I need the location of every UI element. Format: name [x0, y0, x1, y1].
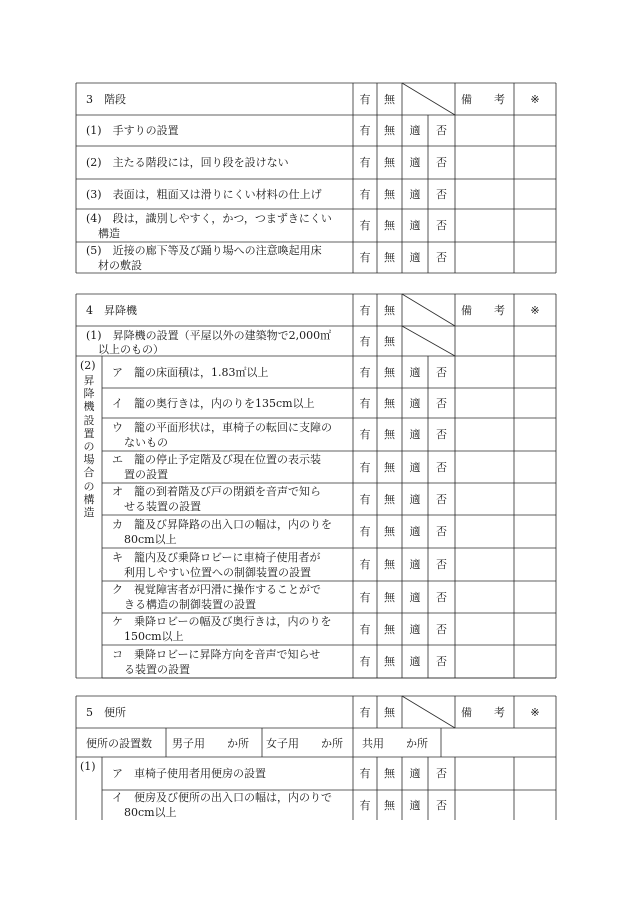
mark-teki: 適 [409, 219, 421, 232]
mark-nashi: 無 [384, 525, 395, 538]
mark-nashi: 無 [384, 219, 395, 232]
mark-ari: 有 [359, 622, 371, 636]
section-4-sub-item: ク 視覚障害者が円滑に操作することがで [112, 583, 321, 596]
mark-hi: 否 [436, 590, 447, 604]
mark-hi: 否 [436, 460, 447, 474]
mark-nashi: 無 [384, 460, 395, 474]
mark-nashi: 無 [384, 365, 395, 379]
section-3-title: 3 階段 [86, 93, 126, 106]
mark-ari: 有 [359, 655, 371, 668]
mark-ari: 有 [359, 396, 371, 410]
section-4-sub-item: ア 籠の床面積は，1.83㎡以上 [112, 365, 269, 379]
section-4-sub-item: キ 籠内及び乗降ロビーに車椅子使用者が [112, 550, 321, 564]
section-4-item-1: (1) 昇降機の設置（平屋以外の建築物で2,000㎡ [86, 329, 332, 342]
section-4-sub-item: せる装置の設置 [124, 500, 201, 513]
mark-teki: 適 [409, 525, 421, 538]
section-3-item: (5) 近接の廊下等及び踊り場への注意喚起用床 [86, 243, 322, 257]
mark-teki: 適 [409, 590, 421, 604]
mark-hi: 否 [436, 798, 447, 812]
section-4-group-number: (2) [80, 359, 96, 372]
mark-ari: 有 [359, 156, 371, 169]
mark-nashi: 無 [384, 396, 395, 410]
mark-teki: 適 [409, 156, 421, 169]
section-3-item: (3) 表面は，粗面又は滑りにくい材料の仕上げ [86, 187, 322, 201]
section-4-sub-item: 置の設置 [124, 468, 168, 481]
mark-ari: 有 [359, 492, 371, 506]
section-3-item: (4) 段は，識別しやすく，かつ，つまずきにくい [86, 211, 332, 225]
mark-ari: 有 [359, 798, 371, 812]
mark-hi: 否 [436, 396, 447, 410]
mark-teki: 適 [409, 365, 421, 379]
section-3-item: (1) 手すりの設置 [86, 124, 179, 137]
mark-hi: 否 [436, 622, 447, 636]
mark-ari: 有 [359, 303, 371, 317]
section-5-title: 5 便所 [86, 706, 126, 719]
mark-teki: 適 [409, 251, 421, 264]
section-3-item: 構造 [98, 226, 120, 240]
mark-ari: 有 [359, 187, 371, 201]
mark-teki: 適 [409, 428, 421, 441]
mark-ari: 有 [359, 219, 371, 232]
mark-nashi: 無 [384, 124, 395, 137]
mark-hi: 否 [436, 219, 447, 232]
section-4-sub-item: オ 籠の到着階及び戸の閉鎖を音声で知ら [112, 485, 321, 498]
section-5-sub-item: 80cm以上 [124, 806, 177, 819]
mark-teki: 適 [409, 655, 421, 668]
diagonal-line [402, 83, 455, 115]
mark-hi: 否 [436, 767, 447, 780]
mark-nashi: 無 [384, 767, 395, 780]
section-4-sub-item: きる構造の制御装置の設置 [124, 598, 256, 611]
mark-ari: 有 [359, 334, 371, 348]
mark-hi: 否 [436, 525, 447, 538]
mark-ari: 有 [359, 767, 371, 780]
mark-ari: 有 [359, 428, 371, 441]
toilet-count-female: 女子用 か所 [266, 737, 343, 750]
mark-nashi: 無 [384, 622, 395, 636]
toilet-count-shared: 共用 か所 [362, 737, 428, 750]
section-4-sub-item: ないもの [124, 435, 168, 449]
mark-ari: 有 [359, 558, 371, 571]
mark-teki: 適 [409, 124, 421, 137]
toilet-count-label: 便所の設置数 [86, 737, 152, 750]
section-4-title: 4 昇降機 [86, 304, 137, 317]
mark-nashi: 無 [384, 428, 395, 441]
mark-ari: 有 [359, 525, 371, 538]
mark-hi: 否 [436, 655, 447, 668]
mark-ari: 有 [359, 124, 371, 137]
mark-nashi: 無 [384, 92, 395, 106]
diagonal-line [402, 696, 455, 728]
section-4-sub-item: 利用しやすい位置への制御装置の設置 [124, 565, 311, 579]
mark-nashi: 無 [384, 558, 395, 571]
mark-ari: 有 [359, 590, 371, 604]
mark-hi: 否 [436, 428, 447, 441]
mark-nashi: 無 [384, 492, 395, 506]
section-3-item: 材の敷設 [98, 258, 142, 272]
section-4-sub-item: る装置の設置 [124, 662, 190, 676]
mark-teki: 適 [409, 460, 421, 474]
mark-ari: 有 [359, 251, 371, 264]
mark-hi: 否 [436, 558, 447, 571]
section-4-sub-item: ケ 乗降ロビーの幅及び奥行きは，内のりを [112, 615, 332, 628]
section-3-item: (2) 主たる階段には，回り段を設けない [86, 156, 289, 169]
mark-teki: 適 [409, 396, 421, 410]
section-4-sub-item: コ 乗降ロビーに昇降方向を音声で知らせ [112, 647, 321, 661]
note-mark-header: ※ [530, 304, 540, 317]
mark-hi: 否 [436, 251, 447, 264]
diagonal-line [402, 294, 455, 326]
toilet-count-male: 男子用 か所 [172, 737, 249, 750]
mark-hi: 否 [436, 124, 447, 137]
mark-nashi: 無 [384, 334, 395, 348]
mark-teki: 適 [409, 558, 421, 571]
mark-teki: 適 [409, 492, 421, 506]
mark-teki: 適 [409, 622, 421, 636]
section-4-group-label: 昇降機設置の場合の構造 [83, 374, 95, 520]
mark-nashi: 無 [384, 705, 395, 719]
mark-nashi: 無 [384, 156, 395, 169]
diagonal-line [402, 326, 455, 356]
mark-teki: 適 [409, 767, 421, 780]
mark-hi: 否 [436, 492, 447, 506]
remarks-header: 備 考 [461, 706, 505, 719]
mark-nashi: 無 [384, 590, 395, 604]
mark-ari: 有 [359, 460, 371, 474]
mark-ari: 有 [359, 705, 371, 719]
mark-teki: 適 [409, 798, 421, 812]
section-4-sub-item: エ 籠の停止予定階及び現在位置の表示装 [112, 453, 321, 466]
section-5-sub-item: イ 便房及び便所の出入口の幅は，内のりで [112, 791, 332, 804]
mark-nashi: 無 [384, 798, 395, 812]
section-4-sub-item: イ 籠の奥行きは，内のりを135cm以上 [112, 396, 315, 410]
mark-hi: 否 [436, 156, 447, 169]
section-5-sub-item: ア 車椅子使用者用便房の設置 [112, 767, 266, 780]
note-mark-header: ※ [530, 706, 540, 719]
section-4-sub-item: ウ 籠の平面形状は，車椅子の転回に支障の [112, 420, 332, 434]
section-5-group-number: (1) [80, 760, 96, 773]
mark-nashi: 無 [384, 303, 395, 317]
mark-teki: 適 [409, 187, 421, 201]
mark-nashi: 無 [384, 251, 395, 264]
section-4-sub-item: 80cm以上 [124, 532, 177, 546]
section-4-sub-item: カ 籠及び昇降路の出入口の幅は，内のりを [112, 517, 332, 531]
mark-nashi: 無 [384, 655, 395, 668]
mark-hi: 否 [436, 365, 447, 379]
mark-ari: 有 [359, 92, 371, 106]
section-4-sub-item: 150cm以上 [124, 630, 184, 643]
mark-nashi: 無 [384, 187, 395, 201]
mark-ari: 有 [359, 365, 371, 379]
note-mark-header: ※ [530, 93, 540, 106]
mark-hi: 否 [436, 187, 447, 201]
remarks-header: 備 考 [461, 304, 505, 317]
remarks-header: 備 考 [461, 93, 505, 106]
section-4-item-1: 以上のもの） [98, 343, 164, 356]
